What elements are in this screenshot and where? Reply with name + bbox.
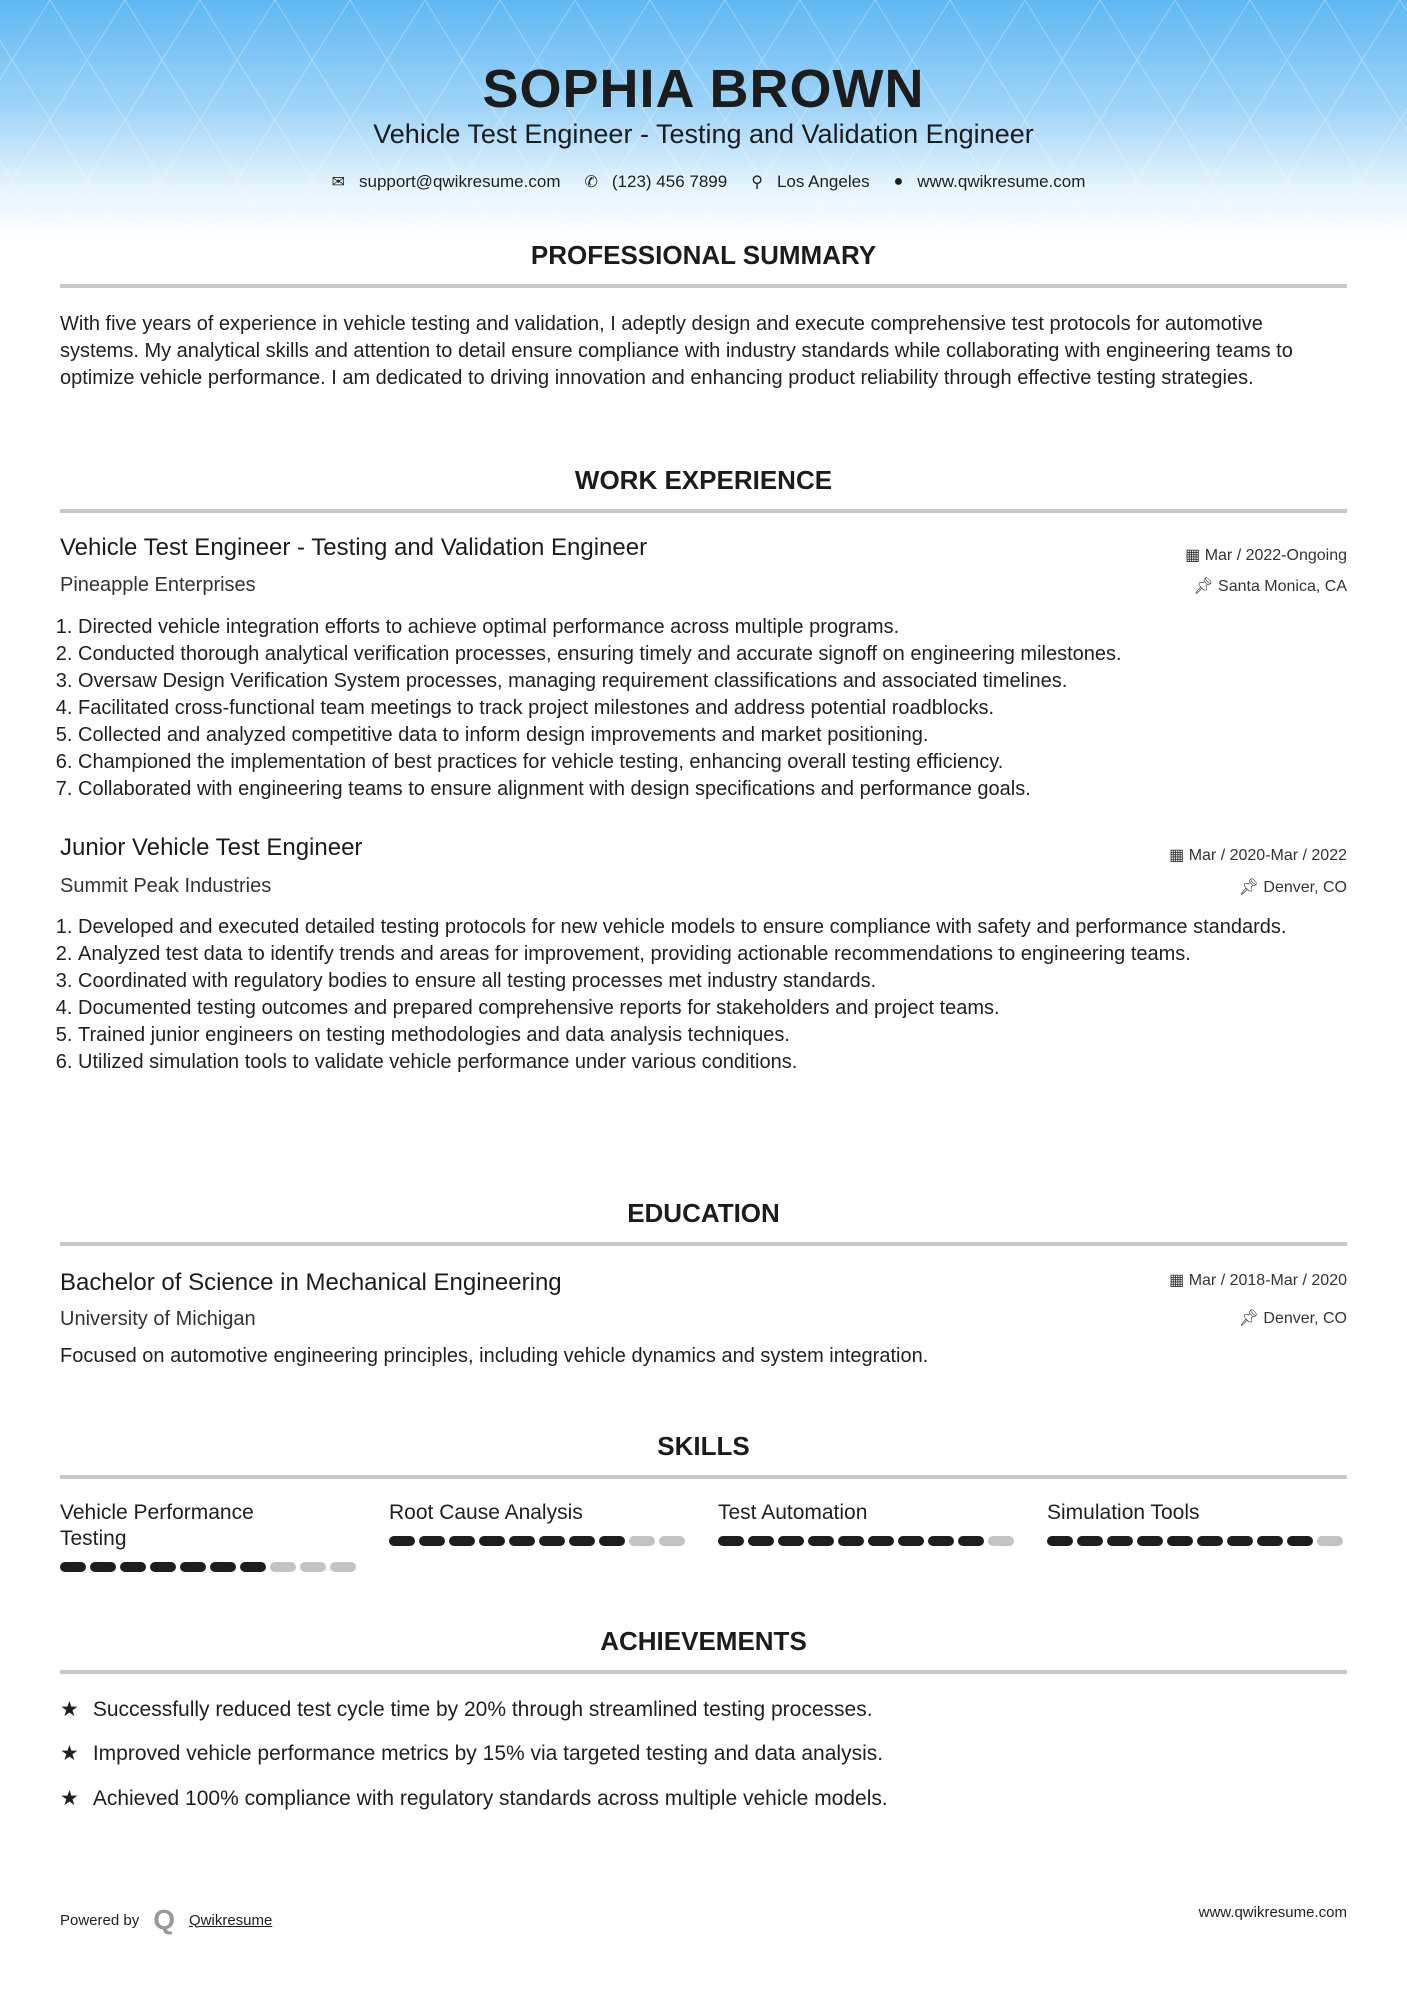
phone: (123) 456 7899: [611, 172, 728, 191]
pin-icon: 📌︎: [1193, 578, 1219, 595]
star-icon: ★: [60, 1787, 79, 1810]
skill-rating-bar: [60, 1562, 360, 1572]
achievement: [60, 1741, 883, 1766]
bullet: 5. Collected and analyzed competitive data to inform design improvements and market positioning.: [78, 722, 1348, 749]
star-icon: ★: [60, 1742, 79, 1765]
achievement: [60, 1786, 888, 1811]
rating-segment: [659, 1536, 685, 1546]
job-title: Vehicle Test Engineer - Testing and Validation Engineer: [60, 534, 648, 561]
phone-icon: ✆: [584, 174, 598, 191]
bullet: 7. Collaborated with engineering teams to ensure alignment with design specifications and performance goals.: [78, 776, 1348, 803]
achievement: [60, 1697, 873, 1722]
rating-segment: [599, 1536, 625, 1546]
rating-segment: [210, 1562, 236, 1572]
rating-segment: [389, 1536, 415, 1546]
edu-description: Focused on automotive engineering principles, including vehicle dynamics and system integration.: [60, 1345, 929, 1367]
rating-segment: [1227, 1536, 1253, 1546]
bullet: 3. Coordinated with regulatory bodies to ensure all testing processes met industry standards.: [78, 968, 1348, 995]
divider: [60, 1242, 1347, 1246]
skill-name: Test Automation: [718, 1501, 868, 1524]
bullet: 2. Conducted thorough analytical verification processes, ensuring timely and accurate signoff on engineering milestones.: [78, 641, 1348, 668]
achievement-text: Successfully reduced test cycle time by 20% through streamlined testing processes.: [92, 1697, 873, 1721]
email[interactable]: support@qwikresume.com: [358, 172, 561, 191]
divider: [60, 1475, 1347, 1479]
skill-rating-bar: [1047, 1536, 1347, 1546]
bullet: 6. Championed the implementation of best practices for vehicle testing, enhancing overall testing efficiency.: [78, 749, 1348, 776]
rating-segment: [1167, 1536, 1193, 1546]
company: Summit Peak Industries: [60, 875, 272, 897]
skill-item: [60, 1500, 360, 1572]
achievement-text: Improved vehicle performance metrics by 15% via targeted testing and data analysis.: [92, 1741, 884, 1765]
envelope-icon: ✉: [331, 174, 345, 191]
globe-icon: ●: [893, 173, 904, 190]
bullet: 1. Developed and executed detailed testing protocols for new vehicle models to ensure compliance with safety and performance standards.: [78, 914, 1348, 941]
calendar-icon: ▦: [1185, 547, 1205, 564]
skill-name: Simulation Tools: [1047, 1501, 1200, 1524]
rating-segment: [569, 1536, 595, 1546]
rating-segment: [838, 1536, 864, 1546]
rating-segment: [1077, 1536, 1103, 1546]
rating-segment: [300, 1562, 326, 1572]
dates-text: Mar / 2022-Ongoing: [1204, 547, 1347, 564]
skill-item: [718, 1500, 1018, 1546]
rating-segment: [778, 1536, 804, 1546]
rating-segment: [898, 1536, 924, 1546]
footer-website[interactable]: www.qwikresume.com: [1198, 1904, 1347, 1921]
job-bullets: [78, 914, 1348, 1076]
job-dates: [1169, 845, 1347, 865]
bullet: 2. Analyzed test data to identify trends and areas for improvement, providing actionable recommendations to engineering teams.: [78, 941, 1348, 968]
bullet: 6. Utilized simulation tools to validate vehicle performance under various conditions.: [78, 1049, 1348, 1076]
rating-segment: [120, 1562, 146, 1572]
rating-segment: [1317, 1536, 1343, 1546]
location-text: Denver, CO: [1263, 879, 1347, 896]
rating-segment: [1287, 1536, 1313, 1546]
rating-segment: [509, 1536, 535, 1546]
rating-segment: [1257, 1536, 1283, 1546]
rating-segment: [988, 1536, 1014, 1546]
skill-item: [389, 1500, 689, 1546]
bullet: 4. Facilitated cross-functional team meetings to track project milestones and address potential roadblocks.: [78, 695, 1348, 722]
divider: [60, 1670, 1347, 1674]
job-bullets: [78, 614, 1348, 803]
skill-name: Root Cause Analysis: [389, 1501, 583, 1524]
pin-icon: 📌︎: [1238, 1310, 1264, 1327]
location: Los Angeles: [776, 172, 870, 191]
location-text: Denver, CO: [1263, 1310, 1347, 1327]
rating-segment: [330, 1562, 356, 1572]
rating-segment: [270, 1562, 296, 1572]
star-icon: ★: [60, 1698, 79, 1721]
rating-segment: [150, 1562, 176, 1572]
rating-segment: [60, 1562, 86, 1572]
rating-segment: [808, 1536, 834, 1546]
school: University of Michigan: [60, 1308, 256, 1330]
calendar-icon: ▦: [1169, 1272, 1189, 1289]
rating-segment: [748, 1536, 774, 1546]
brand-link[interactable]: Qwikresume: [189, 1911, 273, 1929]
qwikresume-logo-icon: Q: [153, 1904, 175, 1935]
website[interactable]: www.qwikresume.com: [917, 172, 1086, 191]
rating-segment: [928, 1536, 954, 1546]
bullet: 1. Directed vehicle integration efforts to achieve optimal performance across multiple programs.: [78, 614, 1348, 641]
summary-heading: PROFESSIONAL SUMMARY: [530, 240, 877, 270]
rating-segment: [539, 1536, 565, 1546]
skill-rating-bar: [718, 1536, 1018, 1546]
job-location: [1239, 877, 1347, 897]
rating-segment: [958, 1536, 984, 1546]
work-heading: WORK EXPERIENCE: [574, 465, 833, 495]
location-text: Santa Monica, CA: [1218, 578, 1347, 595]
calendar-icon: ▦: [1169, 847, 1189, 864]
contact-bar: [0, 172, 1407, 192]
rating-segment: [90, 1562, 116, 1572]
rating-segment: [419, 1536, 445, 1546]
job-location: [1193, 576, 1347, 596]
summary-text: With five years of experience in vehicle testing and validation, I adeptly design and execute comprehensive test protocols for automotive systems. My analytical skills and attention to detail ensure compliance with industry standards while collaborating with engineering teams to optimize vehicle performance. I am dedicated to driving innovation and enhancing product reliability through effective testing strategies.: [60, 313, 1293, 389]
skill-item: [1047, 1500, 1347, 1546]
rating-segment: [240, 1562, 266, 1572]
achievement-text: Achieved 100% compliance with regulatory standards across multiple vehicle models.: [92, 1786, 888, 1810]
rating-segment: [180, 1562, 206, 1572]
rating-segment: [1197, 1536, 1223, 1546]
rating-segment: [629, 1536, 655, 1546]
skill-name: Vehicle Performance Testing: [60, 1501, 254, 1550]
rating-segment: [718, 1536, 744, 1546]
edu-dates: [1169, 1270, 1347, 1290]
company: Pineapple Enterprises: [60, 574, 256, 596]
pin-icon: 📌︎: [1238, 879, 1264, 896]
job-dates: [1185, 545, 1347, 565]
candidate-name: SOPHIA BROWN: [482, 59, 925, 119]
rating-segment: [868, 1536, 894, 1546]
education-heading: EDUCATION: [627, 1198, 780, 1228]
powered-by: Powered by: [60, 1911, 140, 1929]
rating-segment: [479, 1536, 505, 1546]
divider: [60, 284, 1347, 288]
edu-location: [1239, 1308, 1347, 1328]
degree: Bachelor of Science in Mechanical Engineering: [60, 1269, 562, 1296]
bullet: 4. Documented testing outcomes and prepared comprehensive reports for stakeholders and project teams.: [78, 995, 1348, 1022]
dates-text: Mar / 2020-Mar / 2022: [1188, 847, 1347, 864]
bullet: 3. Oversaw Design Verification System processes, managing requirement classifications and associated timelines.: [78, 668, 1348, 695]
job-title: Junior Vehicle Test Engineer: [60, 834, 363, 861]
rating-segment: [1107, 1536, 1133, 1546]
map-pin-icon: ⚲: [751, 174, 763, 191]
footer-powered: [60, 1904, 272, 1936]
rating-segment: [1047, 1536, 1073, 1546]
rating-segment: [1137, 1536, 1163, 1546]
dates-text: Mar / 2018-Mar / 2020: [1188, 1272, 1347, 1289]
candidate-title: Vehicle Test Engineer - Testing and Validation Engineer: [373, 119, 1034, 149]
achievements-heading: ACHIEVEMENTS: [600, 1626, 807, 1656]
rating-segment: [449, 1536, 475, 1546]
divider: [60, 509, 1347, 513]
bullet: 5. Trained junior engineers on testing methodologies and data analysis techniques.: [78, 1022, 1348, 1049]
skill-rating-bar: [389, 1536, 689, 1546]
skills-heading: SKILLS: [657, 1431, 750, 1461]
